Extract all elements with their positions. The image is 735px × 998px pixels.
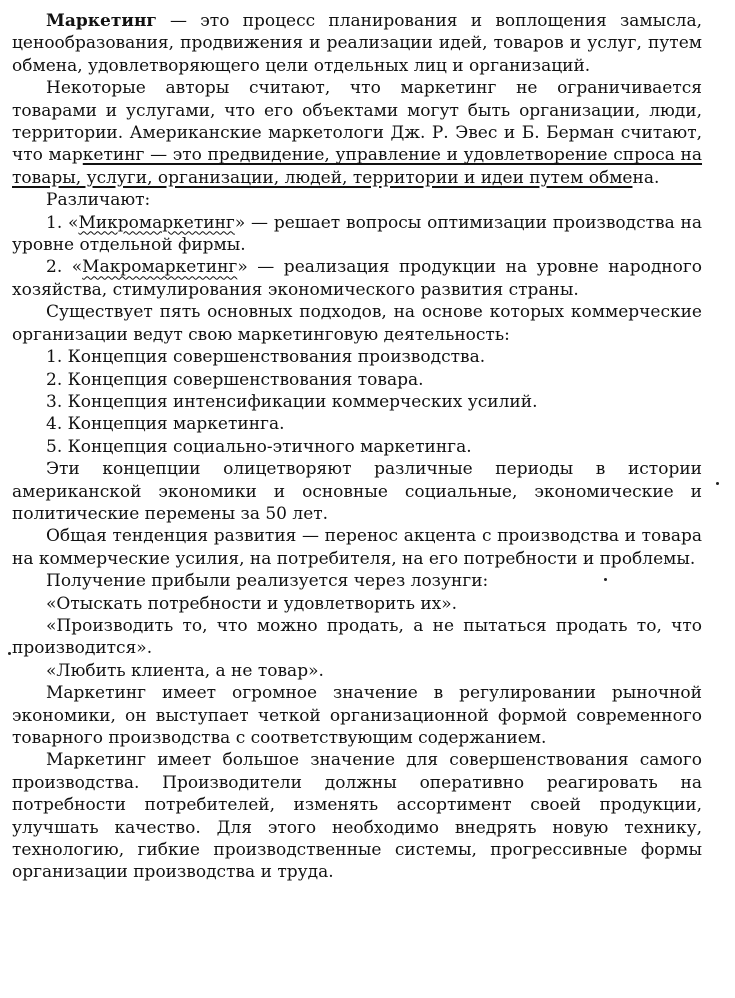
text-run: » — решает вопросы оптимизации производства на уровне отдельной фирмы.: [12, 212, 702, 256]
paragraph-p1: [12, 10, 702, 77]
text-run: Некоторые авторы считают, что маркетинг не ограничивается товарами и услугами, что его объектами могут быть организации, люди, территории. Американские маркетологи Дж. Р. Эвес и Б. Берман считают, что мар: [12, 78, 702, 166]
paragraph-p11: [12, 436, 702, 458]
paragraph-p4: [12, 212, 702, 257]
paragraph-p5: [12, 256, 702, 301]
wavy-underlined-term: Макромаркетинг: [82, 257, 238, 278]
paragraph-p8: [12, 369, 702, 391]
text-run: Получение прибыли реализуется через лозунги:: [46, 571, 489, 592]
text-run: 2. «: [46, 257, 83, 278]
paragraph-p6: [12, 301, 702, 346]
text-run: на.: [632, 167, 660, 188]
text-run: Общая тенденция развития — перенос акцента с производства и товара на коммерческие усилия, на потребителя, на его потребности и проблемы.: [12, 526, 702, 569]
paragraph-p19: [12, 749, 702, 883]
scan-speck: [716, 482, 719, 485]
paragraph-p16: [12, 615, 702, 660]
text-run: 5. Концепция социально-этичного маркетинга.: [46, 436, 472, 457]
paragraph-p2: [12, 77, 702, 189]
text-run: » — реализация продукции на уровне народного хозяйства, стимулирования экономического развития страны.: [12, 257, 702, 300]
scan-speck: [8, 652, 11, 655]
paragraph-p13: [12, 525, 702, 570]
paragraph-p10: [12, 413, 702, 435]
text-run: Эти концепции олицетворяют различные периоды в истории американской экономики и основные социальные, экономические и политические перемены за 50 лет.: [12, 459, 702, 524]
text-run: Различают:: [46, 190, 151, 211]
handwritten-underline-span: кетинг — это предвидение, управление и удовлетворение спроса на товары, услуги, организации, людей, территории и идеи путем обме: [12, 145, 703, 188]
text-run: — это процесс планирования и воплощения замысла, ценообразования, продвижения и реализации идей, товаров и услуг, путем обмена, удовлетворяющего цели отдельных лиц и организаций.: [12, 11, 702, 76]
term-highlight: Маркетинг: [46, 11, 157, 31]
paragraph-p12: [12, 458, 702, 525]
paragraph-p14: [12, 570, 702, 592]
text-run: 1. «: [46, 212, 79, 233]
text-run: Маркетинг имеет огромное значение в регулировании рыночной экономики, он выступает четкой организационной формой современного товарного производства с соответствующим содержанием.: [12, 683, 702, 748]
paragraph-p9: [12, 391, 702, 413]
paragraph-p7: [12, 346, 702, 368]
paragraph-p3: [12, 189, 702, 211]
text-run: Маркетинг имеет большое значение для совершенствования самого производства. Производители должны оперативно реагировать на потребности потребителей, изменять ассортимент своей продукции, улучшать качество. Для этого необходимо внедрять новую технику, технологию, гибкие производственные системы, прогрессивные формы организации производства и труда.: [12, 750, 702, 883]
text-run: «Отыскать потребности и удовлетворить их».: [46, 593, 458, 614]
paragraph-p15: [12, 593, 702, 615]
text-run: «Производить то, что можно продать, а не пытаться продать то, что производится».: [12, 615, 702, 659]
document-page: [12, 10, 702, 884]
text-run: 1. Концепция совершенствования производства.: [46, 347, 486, 368]
scan-speck: [604, 578, 607, 581]
paragraph-p18: [12, 682, 702, 749]
paragraph-p17: [12, 660, 702, 682]
text-run: Существует пять основных подходов, на основе которых коммерческие организации ведут свою маркетинговую деятельность:: [12, 302, 702, 345]
text-run: «Любить клиента, а не товар».: [46, 660, 324, 681]
text-run: 2. Концепция совершенствования товара.: [46, 369, 424, 390]
text-run: 4. Концепция маркетинга.: [46, 414, 285, 435]
wavy-underlined-term: Микромаркетинг: [78, 212, 235, 233]
text-run: 3. Концепция интенсификации коммерческих усилий.: [46, 391, 538, 412]
